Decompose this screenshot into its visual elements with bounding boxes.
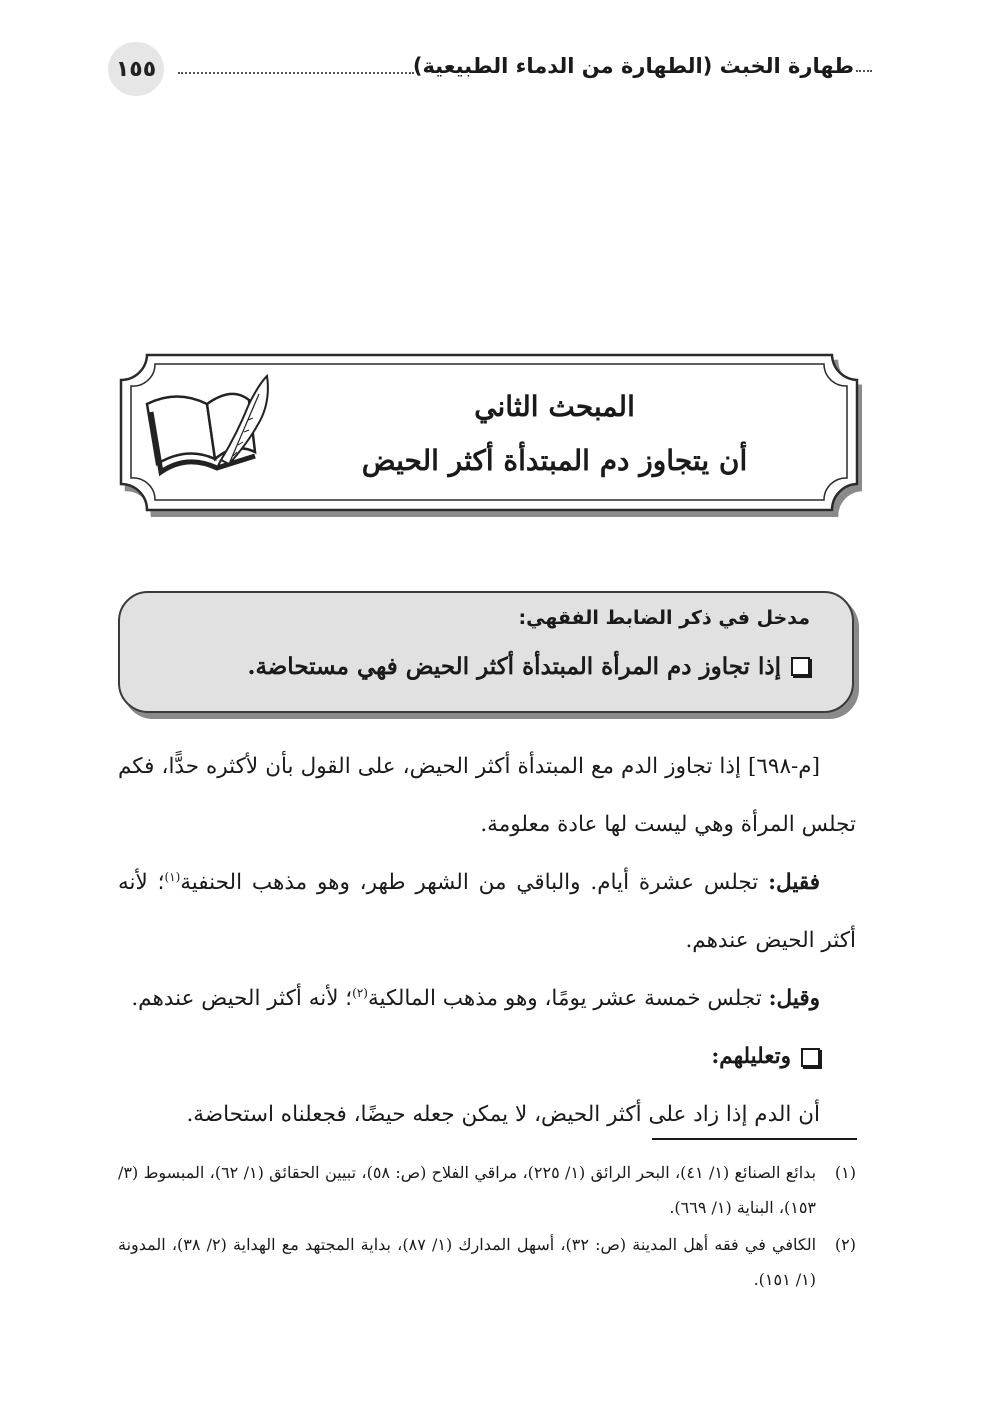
body-text: [118, 738, 856, 1144]
running-title: [413, 54, 854, 78]
chapter-banner: [117, 352, 862, 517]
header-dotted-leader: [178, 72, 414, 74]
paragraph-4: أن الدم إذا زاد على أكثر الحيض، لا يمكن جعله حيضًا، فجعلناه استحاضة.: [186, 1102, 820, 1127]
paragraph-3: [118, 970, 856, 1028]
paragraph-3-text-a: تجلس خمسة عشر يومًا، وهو مذهب المالكية: [367, 986, 769, 1011]
checkbox-bullet-icon: [791, 657, 810, 676]
reasoning-heading-text: وتعليلهم:: [711, 1044, 791, 1069]
footnote-separator: [652, 1138, 857, 1140]
paragraph-3-lead: وقيل:: [768, 986, 820, 1011]
rule-box: [118, 591, 854, 713]
footnotes: [118, 1155, 856, 1299]
rule-statement-text: إذا تجاوز دم المرأة المبتدأة أكثر الحيض فهي مستحاضة.: [247, 653, 781, 680]
footnote-text: بدائع الصنائع (١/ ٤١)، البحر الرائق (١/ ٢٢٥)، مراقي الفلاح (ص: ٥٨)، تبيين الحقائق (١/ ٦٢)، المبسوط (٣/ ١٥٣)، البناية (١/ ٦٦٩).: [118, 1163, 817, 1217]
footnote-1: [118, 1155, 856, 1225]
footnote-ref-2[interactable]: (٢): [352, 985, 368, 1000]
footnote-ref-1[interactable]: (١): [164, 869, 181, 884]
header-dotted-trail: [856, 70, 872, 72]
page-header: [108, 42, 854, 96]
paragraph-3-text-b: ؛ لأنه أكثر الحيض عندهم.: [131, 986, 353, 1011]
footnote-text: الكافي في فقه أهل المدينة (ص: ٣٢)، أسهل المدارك (١/ ٨٧)، بداية المجتهد مع الهداية (٢/ ٣٨)، المدونة (١/ ١٥١).: [118, 1235, 817, 1289]
footnote-number: (١): [834, 1163, 856, 1182]
paragraph-2: [118, 854, 856, 970]
reasoning-heading: [118, 1028, 856, 1086]
paragraph-2-lead: فقيل:: [768, 870, 820, 895]
book-quill-icon: [137, 364, 287, 484]
footnote-2: [118, 1227, 856, 1297]
chapter-subtitle: أن يتجاوز دم المبتدأة أكثر الحيض: [361, 444, 748, 477]
footnote-number: (٢): [834, 1235, 856, 1254]
checkbox-bullet-icon: [801, 1048, 820, 1067]
chapter-title: المبحث الثاني: [474, 390, 635, 423]
running-title-text: طهارة الخبث (الطهارة من الدماء الطبيعية): [412, 54, 854, 78]
paragraph-1: [م-٦٩٨] إذا تجاوز الدم مع المبتدأة أكثر الحيض، على القول بأن لأكثره حدًّا، فكم تجلس المرأة وهي ليست لها عادة معلومة.: [118, 754, 856, 837]
rule-heading: مدخل في ذكر الضابط الفقهي:: [518, 607, 810, 629]
paragraph-2-text-b: ؛ لأنه أكثر الحيض عندهم.: [118, 870, 856, 953]
rule-statement: [247, 653, 810, 680]
page-number: ١٥٥: [108, 42, 164, 96]
paragraph-2-text-a: تجلس عشرة أيام. والباقي من الشهر طهر، وهو مذهب الحنفية: [180, 870, 769, 895]
